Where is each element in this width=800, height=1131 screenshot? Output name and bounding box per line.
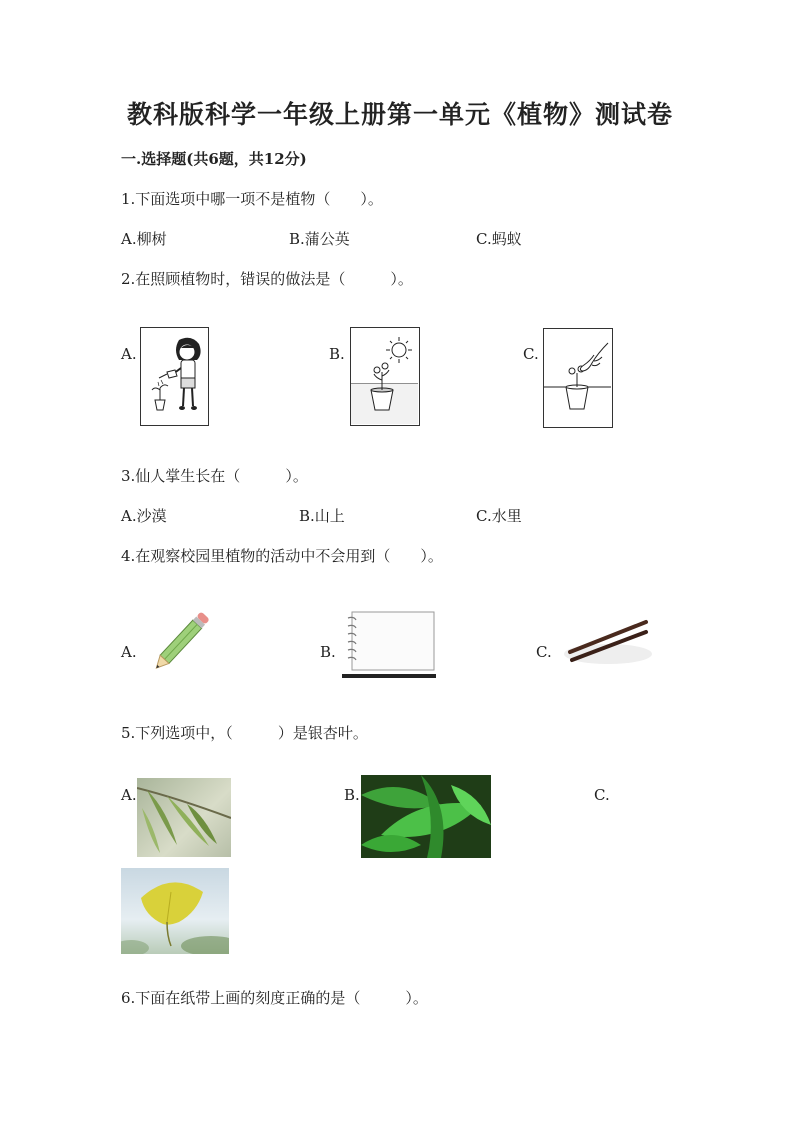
q2-option-c[interactable]: C.	[523, 345, 539, 363]
willow-leaves-photo	[137, 778, 231, 857]
question-5: 5.下列选项中，（ ）是银杏叶。	[121, 724, 368, 742]
q1-option-c[interactable]: C.蚂蚁	[476, 230, 522, 248]
question-3: 3.仙人掌生长在（ ）。	[121, 467, 308, 485]
q4-option-a[interactable]: A.	[121, 643, 137, 661]
q4-option-b[interactable]: B.	[320, 643, 336, 661]
q4-option-c[interactable]: C.	[536, 643, 552, 661]
banana-leaves-photo	[361, 775, 491, 858]
question-2: 2.在照顾植物时，错误的做法是（ ）。	[121, 270, 413, 288]
notebook-icon	[340, 608, 440, 680]
q5-option-c[interactable]: C.	[594, 786, 610, 804]
q5-option-a[interactable]: A.	[121, 786, 137, 804]
hand-pulling-plant-icon	[544, 329, 611, 426]
q3-option-b[interactable]: B.山上	[299, 507, 345, 525]
q3-option-c[interactable]: C.水里	[476, 507, 522, 525]
question-6: 6.下面在纸带上画的刻度正确的是（ ）。	[121, 989, 428, 1007]
q2-option-a[interactable]: A.	[121, 345, 137, 363]
girl-watering-plant-icon	[141, 328, 207, 424]
q2-option-b[interactable]: B.	[329, 345, 345, 363]
q2-image-plant-sun	[350, 327, 420, 426]
q2-image-hand-pulling	[543, 328, 613, 428]
plant-in-sun-icon	[351, 328, 418, 424]
question-4: 4.在观察校园里植物的活动中不会用到（ ）。	[121, 547, 443, 565]
ginkgo-leaf-photo	[121, 868, 229, 954]
q2-image-girl-watering	[140, 327, 209, 426]
section-heading: 一.选择题(共6题，共12分)	[121, 150, 307, 168]
page-title: 教科版科学一年级上册第一单元《植物》测试卷	[126, 100, 673, 129]
question-1: 1.下面选项中哪一项不是植物（ ）。	[121, 190, 383, 208]
q1-option-a[interactable]: A.柳树	[121, 230, 167, 248]
pencil-icon	[145, 604, 221, 678]
chopsticks-icon	[560, 614, 652, 672]
q1-option-b[interactable]: B.蒲公英	[289, 230, 350, 248]
q5-option-b[interactable]: B.	[344, 786, 360, 804]
q3-option-a[interactable]: A.沙漠	[121, 507, 167, 525]
